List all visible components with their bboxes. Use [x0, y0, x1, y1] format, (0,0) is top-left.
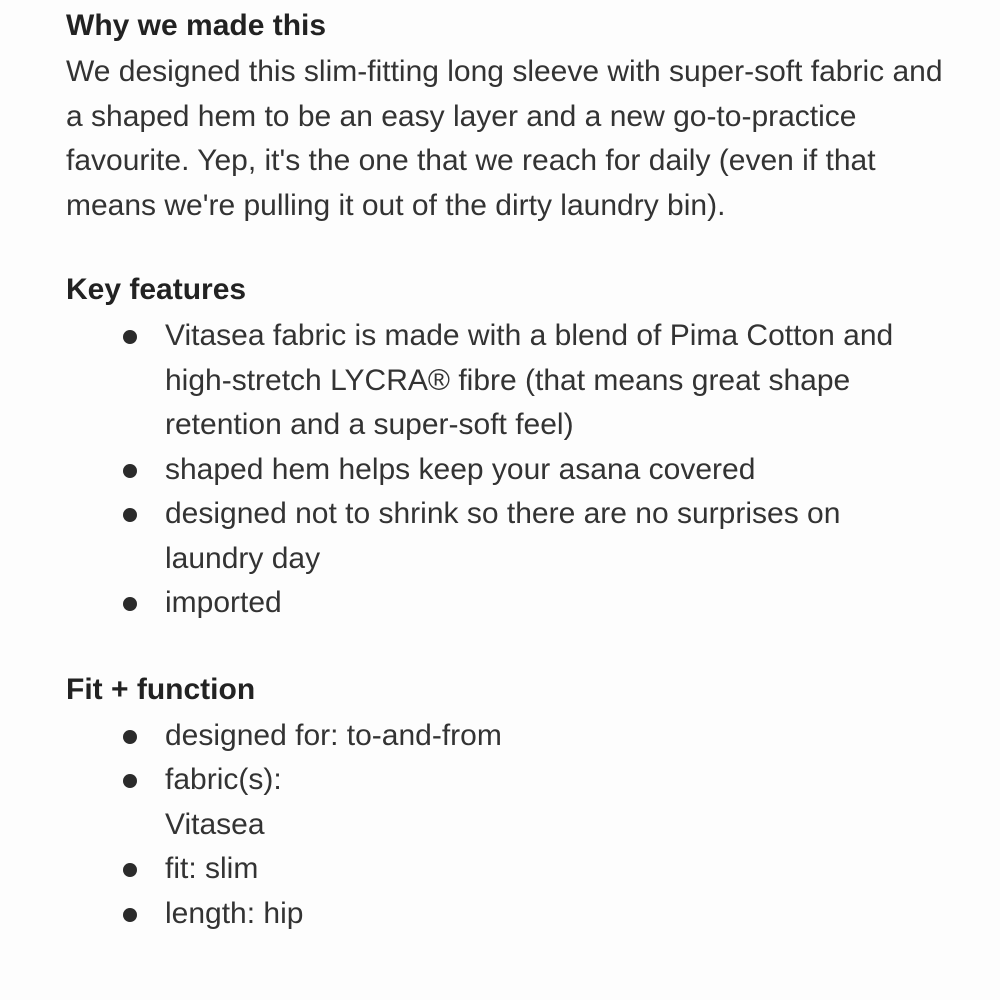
bullet-icon	[123, 464, 137, 478]
bullet-icon	[123, 908, 137, 922]
bullet-icon	[123, 508, 137, 522]
bullet-icon	[123, 330, 137, 344]
list-item	[66, 758, 986, 847]
feature-text: imported	[165, 586, 282, 619]
list-item	[66, 847, 986, 892]
fit-text: fabric(s):	[165, 763, 282, 796]
why-body: We designed this slim-fitting long sleeve with super-soft fabric and a shaped hem to be an easy layer and a new go-to-practice favourite. Yep, it's the one that we reach for daily (even if that means we're pulling it out of the dirty laundry bin).	[66, 55, 943, 222]
bullet-icon	[123, 863, 137, 877]
bullet-icon	[123, 774, 137, 788]
fit-subtext: Vitasea	[165, 807, 265, 841]
list-item	[66, 492, 925, 581]
fit-text: fit: slim	[165, 852, 259, 885]
feature-text: designed not to shrink so there are no surprises on laundry day	[165, 497, 841, 575]
fit-text: designed for: to-and-from	[165, 718, 502, 752]
list-item	[66, 892, 986, 937]
feature-text: shaped hem helps keep your asana covered	[165, 452, 756, 486]
fit-text: length: hip	[165, 896, 304, 930]
list-item	[66, 448, 986, 493]
key-features-heading: Key features	[66, 273, 247, 306]
list-item	[66, 714, 986, 759]
bullet-icon	[123, 730, 137, 744]
why-heading: Why we made this	[66, 9, 327, 42]
fit-function-heading: Fit + function	[66, 672, 256, 706]
feature-text: Vitasea fabric is made with a blend of Pima Cotton and high-stretch LYCRA® fibre (that means great shape retention and a super-soft feel)	[165, 319, 894, 441]
fit-function-list	[66, 714, 986, 937]
list-item	[66, 581, 986, 626]
product-details	[66, 6, 986, 936]
list-item	[66, 314, 965, 448]
bullet-icon	[123, 597, 137, 611]
key-features-list	[66, 314, 986, 626]
